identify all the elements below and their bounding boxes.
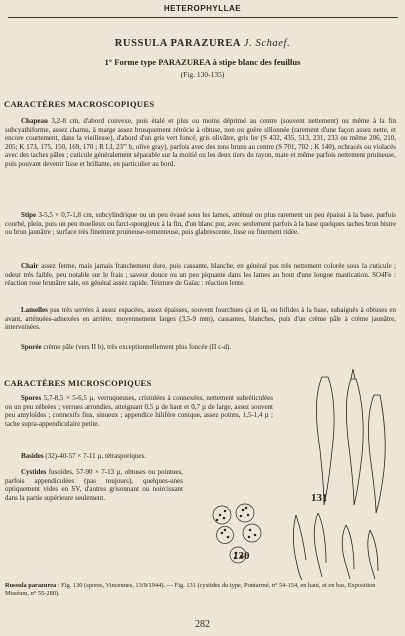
cystides-paragraph: [5, 468, 183, 502]
chapeau-label: Chapeau: [21, 117, 48, 125]
sporee-label: Sporée: [21, 343, 42, 351]
figure-130-label: 130: [233, 550, 250, 562]
lamelles-paragraph: [5, 306, 396, 332]
figure-131-label: 131: [311, 492, 328, 504]
species-title: [10, 38, 395, 49]
chapeau-text: 3,2-8 cm, d'abord convexe, puis étalé et plus ou moins déprimé au centre (souvent nettement) ou même à la fin subcyathiforme, assez charnu, à marge assez brusquement rétrécie à obtuse, non ou guère sillonnée (rarement d'une façon assez nette, et encore courtement, dans la vieillesse), d'abord d'un gris vert foncé, gris olivâtre, gris fer (S 432, 435, 513, 231, 233 ou même 206, 210, 205; K 173, 175, 150, 169, 170 ; R LI, 23''' b, olive gray), parfois avec des tons bruns au centre (S 701, 702 ; K 140), ochracés ou violacés avec des taches pâles ; cuticule généralement séparable sur la moitié ou les deux tiers du rayon, mate et même parfois nettement pruineuse, puis pouvant devenir lisse et brillante, en particulier au bord.: [5, 117, 396, 168]
micro-heading: CARACTÈRES MICROSCOPIQUES: [4, 378, 152, 388]
caption-lead: Russula parazurea: [5, 582, 57, 589]
lamelles-text: pas très serrées à assez espacées, assez épaisses, souvent fourchues çà et là, ou bifides à la base, subaiguës à obtuses en avant, atténuées-adnexées en arrière, moyennement larges (3,5-9 mm), cassantes, blanches, puis d'un crème pâle à crème jaunâtre, interveinées.: [5, 306, 396, 332]
form-subtitle: 1° Forme type PARAZUREA à stipe blanc des feuillus: [104, 57, 301, 67]
cystides-text: fusoïdes, 57-90 × 7-13 µ, obtuses ou pointues, parfois appendiculées (pas toujours), quelques-unes optiquement vides en SV, d'autres grisonnant ou noircissant dans la partie supérieure seulement.: [5, 468, 184, 502]
species-name: RUSSULA PARAZUREA: [114, 38, 241, 49]
species-author: J. Schaef.: [243, 38, 291, 49]
figures-illustration: [200, 365, 405, 580]
lamelles-label: Lamelles: [21, 306, 48, 314]
cystides-label: Cystides: [21, 468, 47, 476]
chapeau-paragraph: [5, 117, 396, 169]
sporee-paragraph: [5, 343, 396, 352]
figure-caption: [5, 582, 400, 598]
page-number: 282: [195, 619, 210, 630]
stipe-paragraph: [5, 211, 396, 237]
basides-label: Basides: [21, 452, 44, 460]
caption-text: : Fig. 130 (spores, Vincennes, 13/9/1944). — Fig. 131 (cystides du type, Pontarmé, n° 54-154, en haut, et en bas, Exposition Muséum, n° 55-280).: [5, 582, 376, 597]
stipe-label: Stipe: [21, 211, 37, 219]
spores-label: Spores: [21, 394, 42, 402]
chair-label: Chair: [21, 262, 39, 270]
macro-heading: CARACTÈRES MACROSCOPIQUES: [4, 99, 155, 109]
running-head: HETEROPHYLLAE: [163, 4, 242, 13]
header-rule: [8, 17, 398, 18]
cystidia-drawings: [293, 369, 385, 580]
basides-text: (32)-40-57 × 7-11 µ, tétrasporiques.: [45, 452, 146, 460]
chair-text: assez ferme, mais jamais franchement dure, puis cassante, blanche, en général pas très nettement colorée sous la cuticule ; odeur très faible, peu notable sur le frais ; saveur douce ou un peu piquante dans les lames au bout d'une longue mastication. SO4Fe : réaction rose brunâtre sale, en général assez rapide. Teinture de Gaïac : réaction lente.: [5, 262, 397, 288]
stipe-text: 3-5,5 × 0,7-1,8 cm, subcylindrique ou un peu évasé sous les lames, atténué ou plus rarement un peu épaissi à la base, parfois courbé, plein, puis un peu moelleux ou farci-spongieux à la fin, d'un blanc pur, avec seulement parfois à la base quelques taches brun bistre ou brun jaunâtre ; surface très finement pruineuse-tomenteuse, puis glabrescente, lisse ou finement ridée.: [5, 211, 396, 237]
spores-text: 5,7-8,5 × 5-6,5 µ, verruqueuses, cristulées à connexées, nettement subréticulées ou un peu zébrées ; verrues arrondies, atteignant 0,5 µ de haut et 0,7 µ de large, assez souvent peu amyloïdes ; connexifs fins, sinueux ; appendice hilifère conique, assez pointu, 1,5-1,4 µ ; tache supra-appendiculaire petite.: [5, 394, 273, 428]
sporee-text: crème pâle (vers II b), très exceptionnellement plus foncée (II c-d).: [43, 343, 232, 351]
chair-paragraph: [5, 262, 396, 288]
figure-reference: (Fig. 130-135): [180, 70, 225, 79]
